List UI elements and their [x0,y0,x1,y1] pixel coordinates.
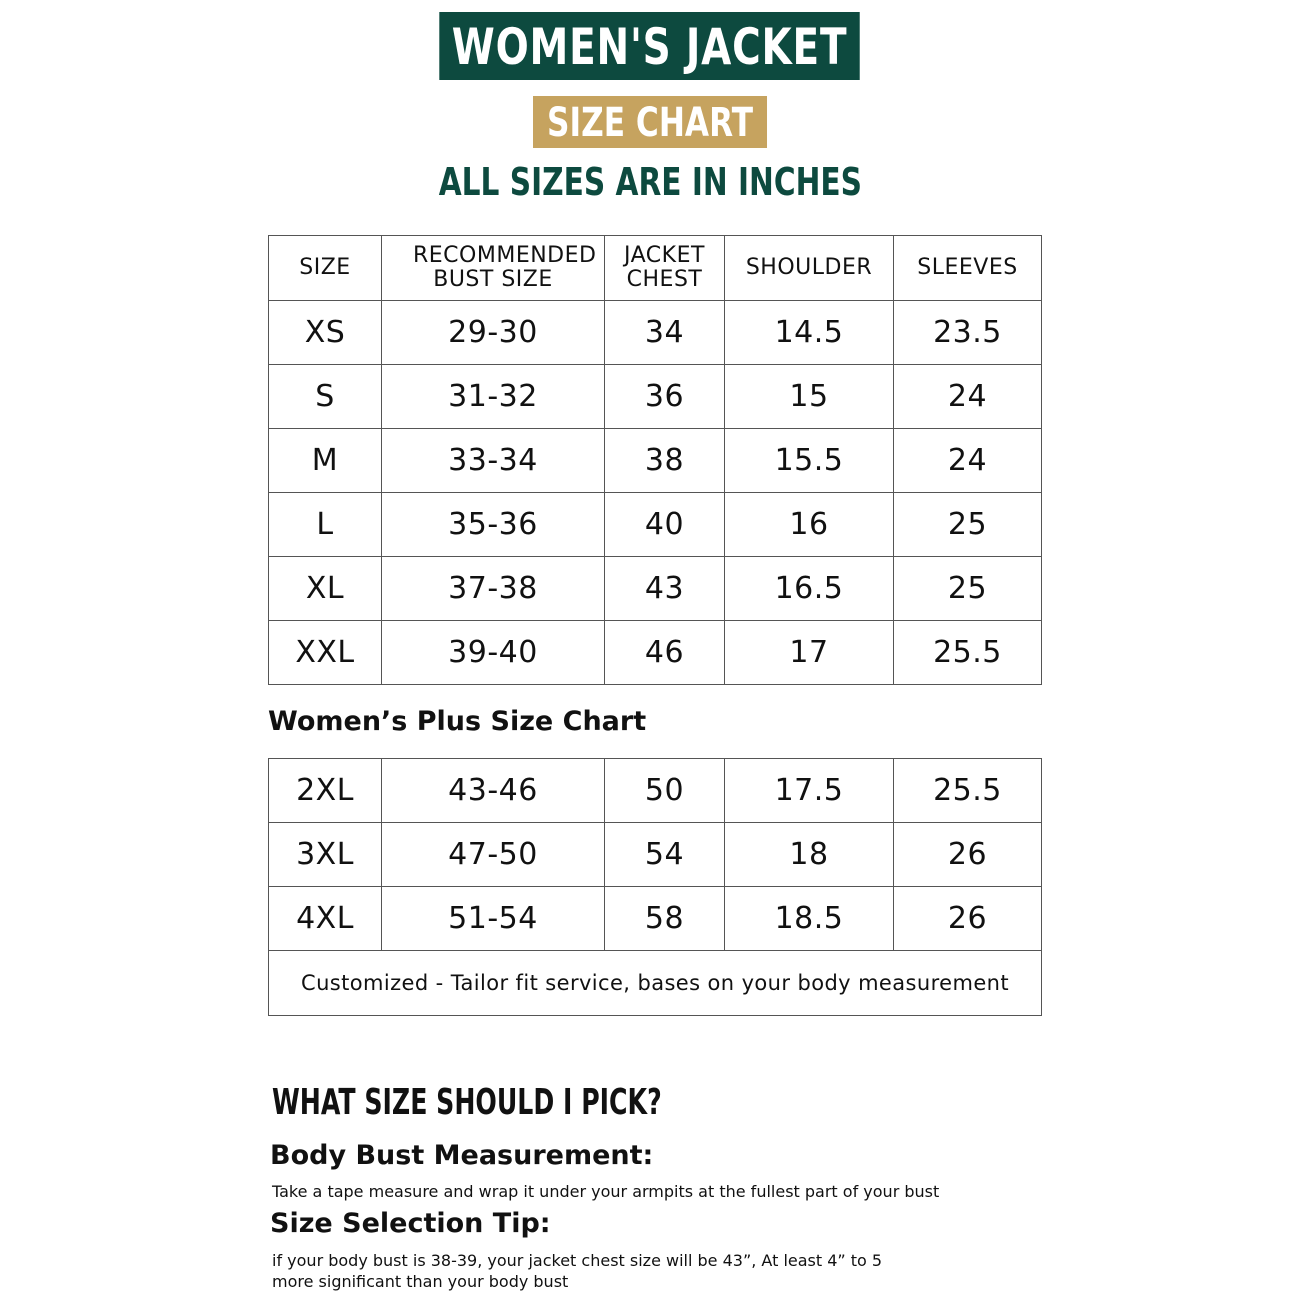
plus-size-table [268,758,1042,1016]
column-header-sleeves: SLEEVES [894,236,1042,301]
table-row [269,621,1042,685]
cell-size: L [269,493,382,557]
cell-size: S [269,365,382,429]
cell-chest: 54 [605,823,725,887]
cell-chest: 38 [605,429,725,493]
column-header-shoulder: SHOULDER [725,236,894,301]
cell-size: 2XL [269,759,382,823]
cell-chest: 46 [605,621,725,685]
custom-fit-row [269,951,1042,1016]
subtitle-container [0,96,1300,148]
size-tip-heading: Size Selection Tip: [270,1208,551,1239]
column-header-chest-label: JACKET CHEST [624,243,705,292]
cell-shoulder: 16 [725,493,894,557]
cell-sleeves: 24 [894,365,1042,429]
cell-sleeves: 25 [894,493,1042,557]
size-guide-heading: WHAT SIZE SHOULD I PICK? [272,1082,662,1123]
page-title: WOMEN'S JACKET [440,12,861,80]
table-row [269,887,1042,951]
cell-size: XS [269,301,382,365]
cell-size: M [269,429,382,493]
page-subtitle: SIZE CHART [533,96,767,148]
cell-shoulder: 16.5 [725,557,894,621]
table-row [269,823,1042,887]
cell-bust: 47-50 [382,823,605,887]
cell-size: XXL [269,621,382,685]
size-tip-text-line1: if your body bust is 38-39, your jacket chest size will be 43”, At least 4” to 5 [272,1251,883,1270]
cell-chest: 43 [605,557,725,621]
bust-measurement-text: Take a tape measure and wrap it under your armpits at the fullest part of your bust [272,1182,940,1201]
cell-sleeves: 25 [894,557,1042,621]
table-row [269,493,1042,557]
table-row [269,301,1042,365]
cell-bust: 39-40 [382,621,605,685]
cell-sleeves: 25.5 [894,759,1042,823]
cell-bust: 37-38 [382,557,605,621]
table-row [269,557,1042,621]
size-chart-table [268,235,1042,685]
cell-sleeves: 26 [894,823,1042,887]
cell-sleeves: 24 [894,429,1042,493]
plus-size-heading: Women’s Plus Size Chart [268,706,647,737]
table-row [269,759,1042,823]
cell-chest: 50 [605,759,725,823]
cell-bust: 35-36 [382,493,605,557]
cell-shoulder: 15.5 [725,429,894,493]
title-container [0,12,1300,80]
cell-sleeves: 23.5 [894,301,1042,365]
cell-chest: 36 [605,365,725,429]
cell-chest: 34 [605,301,725,365]
table-header-row [269,236,1042,301]
units-note-container [0,160,1300,204]
cell-shoulder: 15 [725,365,894,429]
cell-shoulder: 14.5 [725,301,894,365]
cell-chest: 40 [605,493,725,557]
cell-size: XL [269,557,382,621]
bust-measurement-heading: Body Bust Measurement: [270,1140,654,1171]
column-header-chest [605,236,725,301]
cell-size: 3XL [269,823,382,887]
cell-shoulder: 18.5 [725,887,894,951]
cell-shoulder: 18 [725,823,894,887]
cell-bust: 29-30 [382,301,605,365]
cell-sleeves: 26 [894,887,1042,951]
table-row [269,365,1042,429]
cell-sleeves: 25.5 [894,621,1042,685]
cell-bust: 31-32 [382,365,605,429]
cell-shoulder: 17.5 [725,759,894,823]
table-row [269,429,1042,493]
cell-bust: 43-46 [382,759,605,823]
size-tip-text-line2: more significant than your body bust [272,1272,569,1291]
cell-size: 4XL [269,887,382,951]
cell-bust: 33-34 [382,429,605,493]
custom-fit-note: Customized - Tailor fit service, bases on your body measurement [269,951,1042,1016]
cell-chest: 58 [605,887,725,951]
column-header-bust-label: RECOMMENDED BUST SIZE [413,243,597,292]
cell-shoulder: 17 [725,621,894,685]
column-header-size: SIZE [269,236,382,301]
column-header-bust [382,236,605,301]
cell-bust: 51-54 [382,887,605,951]
units-note: ALL SIZES ARE IN INCHES [438,160,862,204]
